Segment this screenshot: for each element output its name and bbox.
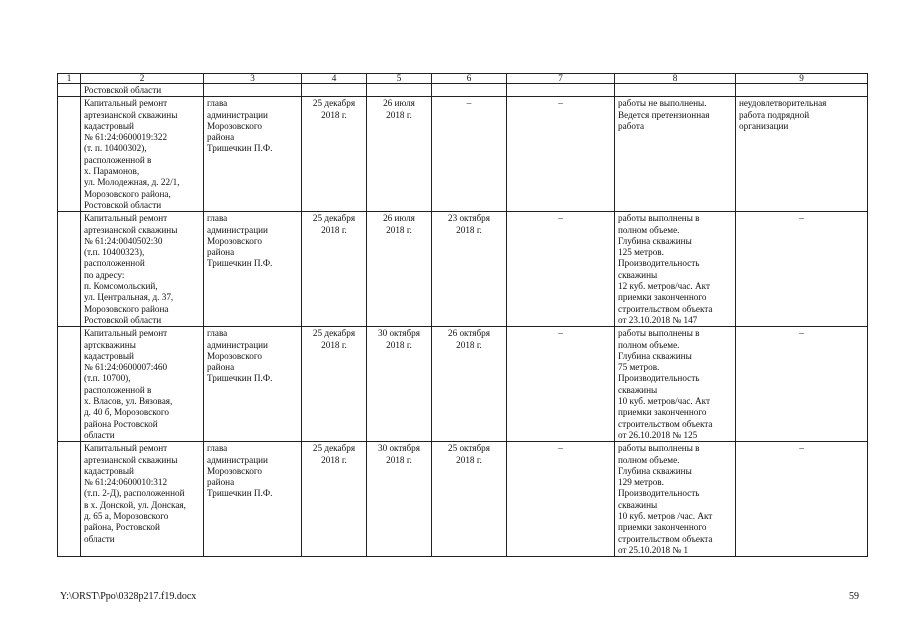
column-number: 6: [432, 74, 507, 84]
column-7-cell: –: [507, 97, 615, 212]
status-line: приемки законченного: [618, 292, 707, 303]
work-description-line: (т.п. 10400323),: [84, 247, 145, 258]
work-description-line: № 61:24:0600007:460: [84, 362, 168, 373]
status-line: работы выполнены в: [618, 213, 700, 224]
actual-date-cell: [432, 212, 507, 327]
work-description-cell: [81, 97, 204, 212]
status-line: Глубина скважины: [618, 465, 692, 476]
work-description-line: Ростовской области: [84, 199, 162, 210]
footer-page-number: 59: [849, 591, 859, 602]
revised-date-cell: [367, 212, 432, 327]
reason-line: работа подрядной: [739, 109, 810, 120]
work-description-line: х. Власов, ул. Вязовая,: [84, 396, 173, 407]
responsible-person-line: глава: [207, 213, 228, 224]
revised-date-line: 30 октября: [377, 443, 421, 454]
responsible-person-line: администрации: [207, 454, 268, 465]
status-line: работы выполнены в: [618, 328, 700, 339]
status-line: Глубина скважины: [618, 235, 692, 246]
work-description-line: Морозовского района: [84, 303, 169, 314]
column-7-cell: –: [507, 212, 615, 327]
status-line: скважины: [618, 384, 658, 395]
column-number: 7: [507, 74, 615, 84]
responsible-person-line: Тришечкин П.Ф.: [207, 143, 273, 154]
status-line: от 23.10.2018 № 147: [618, 314, 698, 325]
status-line: полном объеме.: [618, 339, 680, 350]
work-description-line: Капитальный ремонт: [84, 328, 168, 339]
actual-date-line: 2018 г.: [456, 454, 482, 465]
work-description-line: кадастровый: [84, 350, 134, 361]
report-table: [57, 73, 868, 557]
table-row: [58, 327, 868, 442]
work-description-line: ул. Молодежная, д. 22/1,: [84, 177, 180, 188]
responsible-person-line: администрации: [207, 224, 268, 235]
responsible-person-line: глава: [207, 98, 228, 109]
planned-date-cell: [302, 212, 367, 327]
revised-date-line: 30 октября: [377, 328, 421, 339]
status-line: Производительность: [618, 258, 700, 269]
work-description-line: ул. Центральная, д. 37,: [84, 292, 174, 303]
status-line: Производительность: [618, 373, 700, 384]
responsible-person-line: глава: [207, 328, 228, 339]
status-line: Глубина скважины: [618, 350, 692, 361]
revised-date-line: 26 июля: [383, 213, 415, 224]
status-line: от 26.10.2018 № 125: [618, 429, 698, 440]
work-description-line: № 61:24:0600010:312: [84, 477, 168, 488]
work-description-line: № 61:24:0040502:30: [84, 235, 163, 246]
work-description-line: № 61:24:0600019:322: [84, 132, 168, 143]
responsible-person-line: администрации: [207, 339, 268, 350]
work-description-line: в х. Донской, ул. Донская,: [84, 499, 186, 510]
table-row: [58, 442, 868, 557]
work-description-cell: [81, 327, 204, 442]
work-description-cell: [81, 212, 204, 327]
status-line: 75 метров.: [618, 362, 660, 373]
status-line: 129 метров.: [618, 477, 664, 488]
column-7-cell: –: [507, 327, 615, 442]
status-line: 125 метров.: [618, 247, 664, 258]
revised-date-line: 2018 г.: [386, 339, 412, 350]
status-cell: [615, 327, 736, 442]
table-row: [58, 97, 868, 212]
reason-line: –: [799, 328, 804, 339]
responsible-person-line: района: [207, 362, 235, 373]
revised-date-line: 2018 г.: [386, 109, 412, 120]
responsible-person-line: Тришечкин П.Ф.: [207, 488, 273, 499]
revised-date-line: 2018 г.: [386, 454, 412, 465]
work-description-line: Ростовской области: [84, 314, 162, 325]
actual-date-line: 2018 г.: [456, 224, 482, 235]
column-7-cell: –: [507, 442, 615, 557]
reason-line: –: [799, 213, 804, 224]
planned-date-line: 2018 г.: [321, 339, 347, 350]
reason-cell: [736, 97, 868, 212]
work-description-line: (т. п. 10400302),: [84, 143, 147, 154]
work-description-line: артскважины: [84, 339, 136, 350]
responsible-person-cell: [204, 327, 302, 442]
status-line: от 25.10.2018 № 1: [618, 544, 689, 555]
work-description-line: д. 65 а, Морозовского: [84, 510, 169, 521]
responsible-person-line: Тришечкин П.Ф.: [207, 258, 273, 269]
footer-file-path: Y:\ORST\Ppo\0328p217.f19.docx: [60, 591, 197, 602]
revised-date-line: 2018 г.: [386, 224, 412, 235]
column-number: 8: [615, 74, 736, 84]
work-description-line: кадастровый: [84, 465, 134, 476]
status-cell: [615, 442, 736, 557]
work-description-line: района, Ростовской: [84, 522, 160, 533]
row-number-cell: [58, 212, 81, 327]
status-line: полном объеме.: [618, 454, 680, 465]
status-line: скважины: [618, 269, 658, 280]
work-description-line: по адресу:: [84, 269, 125, 280]
status-line: полном объеме.: [618, 224, 680, 235]
column-number-row: [58, 74, 868, 84]
row-number-cell: [58, 97, 81, 212]
revised-date-cell: [367, 97, 432, 212]
status-line: работа: [618, 120, 645, 131]
region-continuation-row: [58, 84, 868, 97]
responsible-person-line: района: [207, 247, 235, 258]
column-number: 1: [58, 74, 81, 84]
status-line: 10 куб. метров/час. Акт: [618, 396, 711, 407]
responsible-person-cell: [204, 212, 302, 327]
planned-date-line: 2018 г.: [321, 454, 347, 465]
work-description-line: Капитальный ремонт: [84, 213, 168, 224]
work-description-line: Морозовского района,: [84, 188, 171, 199]
work-description-line: артезианской скважины: [84, 109, 178, 120]
status-line: Производительность: [618, 488, 700, 499]
column-number: 4: [302, 74, 367, 84]
reason-cell: [736, 212, 868, 327]
revised-date-cell: [367, 327, 432, 442]
work-description-line: (т.п. 2-Д), расположенной: [84, 488, 185, 499]
status-line: Ведется претензионная: [618, 109, 710, 120]
actual-date-line: –: [466, 98, 472, 109]
column-number: 9: [736, 74, 868, 84]
responsible-person-line: Морозовского: [207, 465, 262, 476]
work-description-line: артезианской скважины: [84, 454, 178, 465]
status-cell: [615, 212, 736, 327]
planned-date-line: 25 декабря: [312, 98, 356, 109]
work-description-line: Капитальный ремонт: [84, 98, 168, 109]
work-description-line: п. Комсомольский,: [84, 281, 158, 292]
revised-date-cell: [367, 442, 432, 557]
planned-date-line: 2018 г.: [321, 224, 347, 235]
column-number: 3: [204, 74, 302, 84]
responsible-person-line: Морозовского: [207, 120, 262, 131]
work-description-cell: [81, 442, 204, 557]
work-description-line: расположенной в: [84, 154, 152, 165]
actual-date-cell: [432, 327, 507, 442]
status-line: скважины: [618, 499, 658, 510]
actual-date-line: 23 октября: [447, 213, 491, 224]
work-description-line: области: [84, 429, 115, 440]
responsible-person-line: Морозовского: [207, 235, 262, 246]
responsible-person-line: Морозовского: [207, 350, 262, 361]
responsible-person-line: района: [207, 132, 235, 143]
planned-date-line: 25 декабря: [312, 328, 356, 339]
status-line: приемки законченного: [618, 522, 707, 533]
status-line: 10 куб. метров /час. Акт: [618, 510, 713, 521]
status-line: приемки законченного: [618, 407, 707, 418]
responsible-person-line: района: [207, 477, 235, 488]
work-description-line: района Ростовской: [84, 418, 158, 429]
column-number: 5: [367, 74, 432, 84]
actual-date-line: 2018 г.: [456, 339, 482, 350]
reason-line: неудовлетворительная: [739, 98, 827, 109]
status-line: 12 куб. метров/час. Акт: [618, 281, 711, 292]
reason-cell: [736, 327, 868, 442]
reason-line: организации: [739, 120, 789, 131]
work-description-line: Капитальный ремонт: [84, 443, 168, 454]
responsible-person-cell: [204, 442, 302, 557]
work-description-line: (т.п. 10700),: [84, 373, 131, 384]
work-description-line: д. 40 б, Морозовского: [84, 407, 169, 418]
work-description-line: области: [84, 533, 115, 544]
status-line: работы выполнены в: [618, 443, 700, 454]
planned-date-line: 25 декабря: [312, 213, 356, 224]
reason-cell: [736, 442, 868, 557]
planned-date-line: 25 декабря: [312, 443, 356, 454]
table-row: [58, 212, 868, 327]
responsible-person-line: Тришечкин П.Ф.: [207, 373, 273, 384]
column-number: 2: [81, 74, 204, 84]
row-number-cell: [58, 327, 81, 442]
reason-line: –: [799, 443, 804, 454]
planned-date-cell: [302, 97, 367, 212]
actual-date-cell: [432, 442, 507, 557]
table-body: [58, 97, 868, 557]
status-line: работы не выполнены.: [618, 98, 707, 109]
status-line: строительством объекта: [618, 418, 713, 429]
row-number-cell: [58, 442, 81, 557]
actual-date-line: 26 октября: [447, 328, 491, 339]
revised-date-line: 26 июля: [383, 98, 415, 109]
responsible-person-line: глава: [207, 443, 228, 454]
responsible-person-cell: [204, 97, 302, 212]
responsible-person-line: администрации: [207, 109, 268, 120]
work-description-line: расположенной: [84, 258, 145, 269]
work-description-line: кадастровый: [84, 120, 134, 131]
actual-date-cell: [432, 97, 507, 212]
work-description-line: х. Парамонов,: [84, 166, 140, 177]
planned-date-line: 2018 г.: [321, 109, 347, 120]
work-description-line: артезианской скважины: [84, 224, 178, 235]
actual-date-line: 25 октября: [447, 443, 491, 454]
planned-date-cell: [302, 442, 367, 557]
status-cell: [615, 97, 736, 212]
status-line: строительством объекта: [618, 303, 713, 314]
region-cell: Ростовской области: [81, 84, 204, 97]
status-line: строительством объекта: [618, 533, 713, 544]
work-description-line: расположенной в: [84, 384, 152, 395]
planned-date-cell: [302, 327, 367, 442]
